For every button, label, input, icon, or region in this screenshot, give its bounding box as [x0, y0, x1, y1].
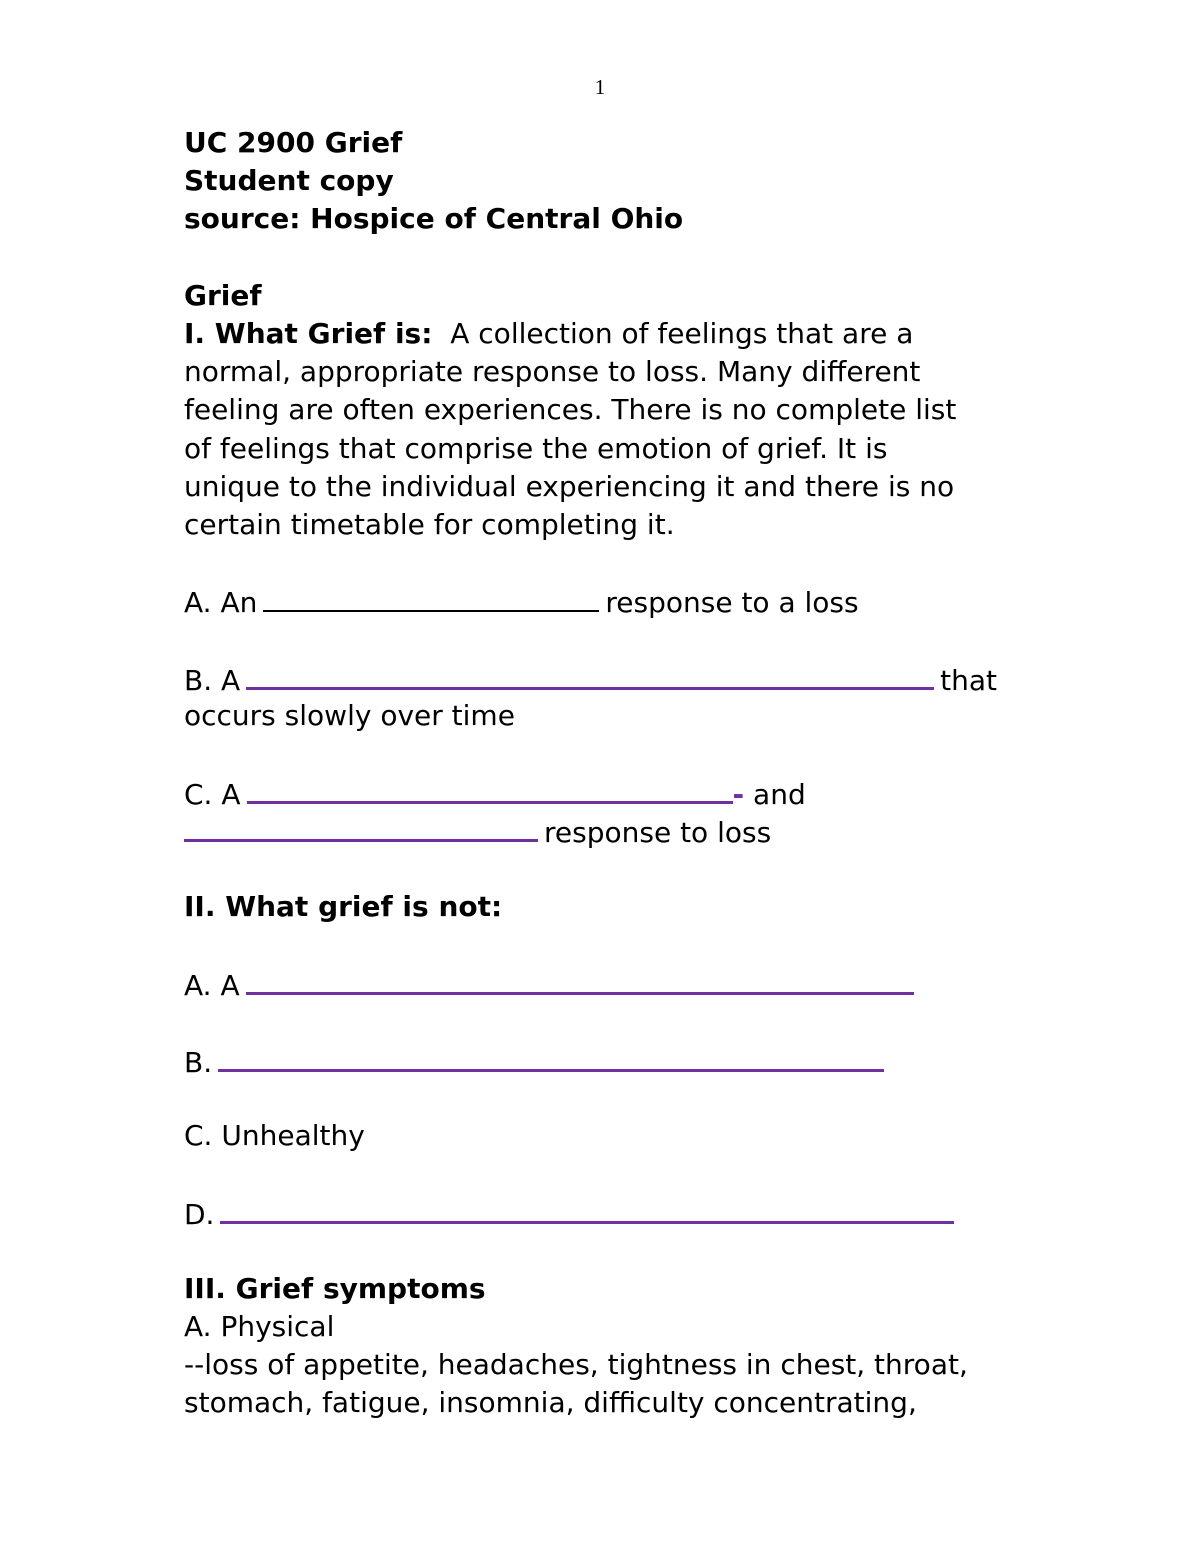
section3-text-line: stomach, fatigue, insomnia, difficulty concentrating,	[184, 1386, 917, 1420]
course-title: UC 2900 Grief	[184, 126, 403, 159]
item-1a	[184, 582, 1124, 620]
item-2d-blank[interactable]	[220, 1193, 954, 1224]
item-1a-blank[interactable]	[263, 582, 599, 612]
item-2b-blank[interactable]	[218, 1041, 884, 1072]
item-1b-continuation: occurs slowly over time	[184, 698, 515, 732]
item-1c-blank-second[interactable]	[184, 811, 538, 842]
section3-text-line: --loss of appetite, headaches, tightness in chest, throat,	[184, 1348, 968, 1381]
item-2b-prefix: B.	[184, 1045, 213, 1079]
section3-subheading: A. Physical	[184, 1309, 335, 1343]
item-1c-blank-first[interactable]	[247, 773, 733, 804]
section3-heading: III. Grief symptoms	[184, 1271, 486, 1305]
section1-text-line: unique to the individual experiencing it and there is no	[184, 469, 955, 503]
item-1a-suffix: response to a loss	[605, 586, 859, 620]
item-1c	[184, 773, 1124, 811]
item-1c-end: response to loss	[544, 816, 772, 850]
section1-text-line: certain timetable for completing it.	[184, 507, 675, 541]
document-body	[184, 124, 1124, 1422]
item-2a-blank[interactable]	[246, 964, 914, 995]
section1-text-line: of feelings that comprise the emotion of grief. It is	[184, 431, 888, 465]
item-1a-prefix: A. An	[184, 586, 258, 620]
section1-first-line	[184, 315, 1124, 353]
item-1c-suffix: and	[753, 778, 806, 812]
section1-text-line: A collection of feelings that are a	[450, 316, 914, 350]
item-1b	[184, 659, 1124, 697]
source-line: source: Hospice of Central Ohio	[184, 202, 684, 236]
item-2d	[184, 1193, 1124, 1231]
item-2d-prefix: D.	[184, 1198, 215, 1232]
item-1c-continuation	[184, 811, 1124, 849]
page-number: 1	[594, 75, 606, 99]
item-2a	[184, 964, 1124, 1002]
copy-label: Student copy	[184, 164, 394, 198]
item-2c: C. Unhealthy	[184, 1118, 365, 1152]
section1-text-line: normal, appropriate response to loss. Many different	[184, 355, 921, 389]
item-1b-blank[interactable]	[246, 659, 934, 690]
item-2b	[184, 1041, 1124, 1079]
section1-text-line: feeling are often experiences. There is no complete list	[184, 393, 957, 427]
section-heading: Grief	[184, 278, 262, 312]
item-1c-prefix: C. A	[184, 778, 241, 812]
section2-heading: II. What grief is not:	[184, 889, 503, 923]
item-1b-prefix: B. A	[184, 663, 241, 697]
item-2a-prefix: A. A	[184, 969, 240, 1003]
item-1c-dash: -	[732, 778, 745, 812]
section1-label: I. What Grief is:	[184, 316, 433, 350]
item-1b-suffix: that	[940, 663, 998, 697]
